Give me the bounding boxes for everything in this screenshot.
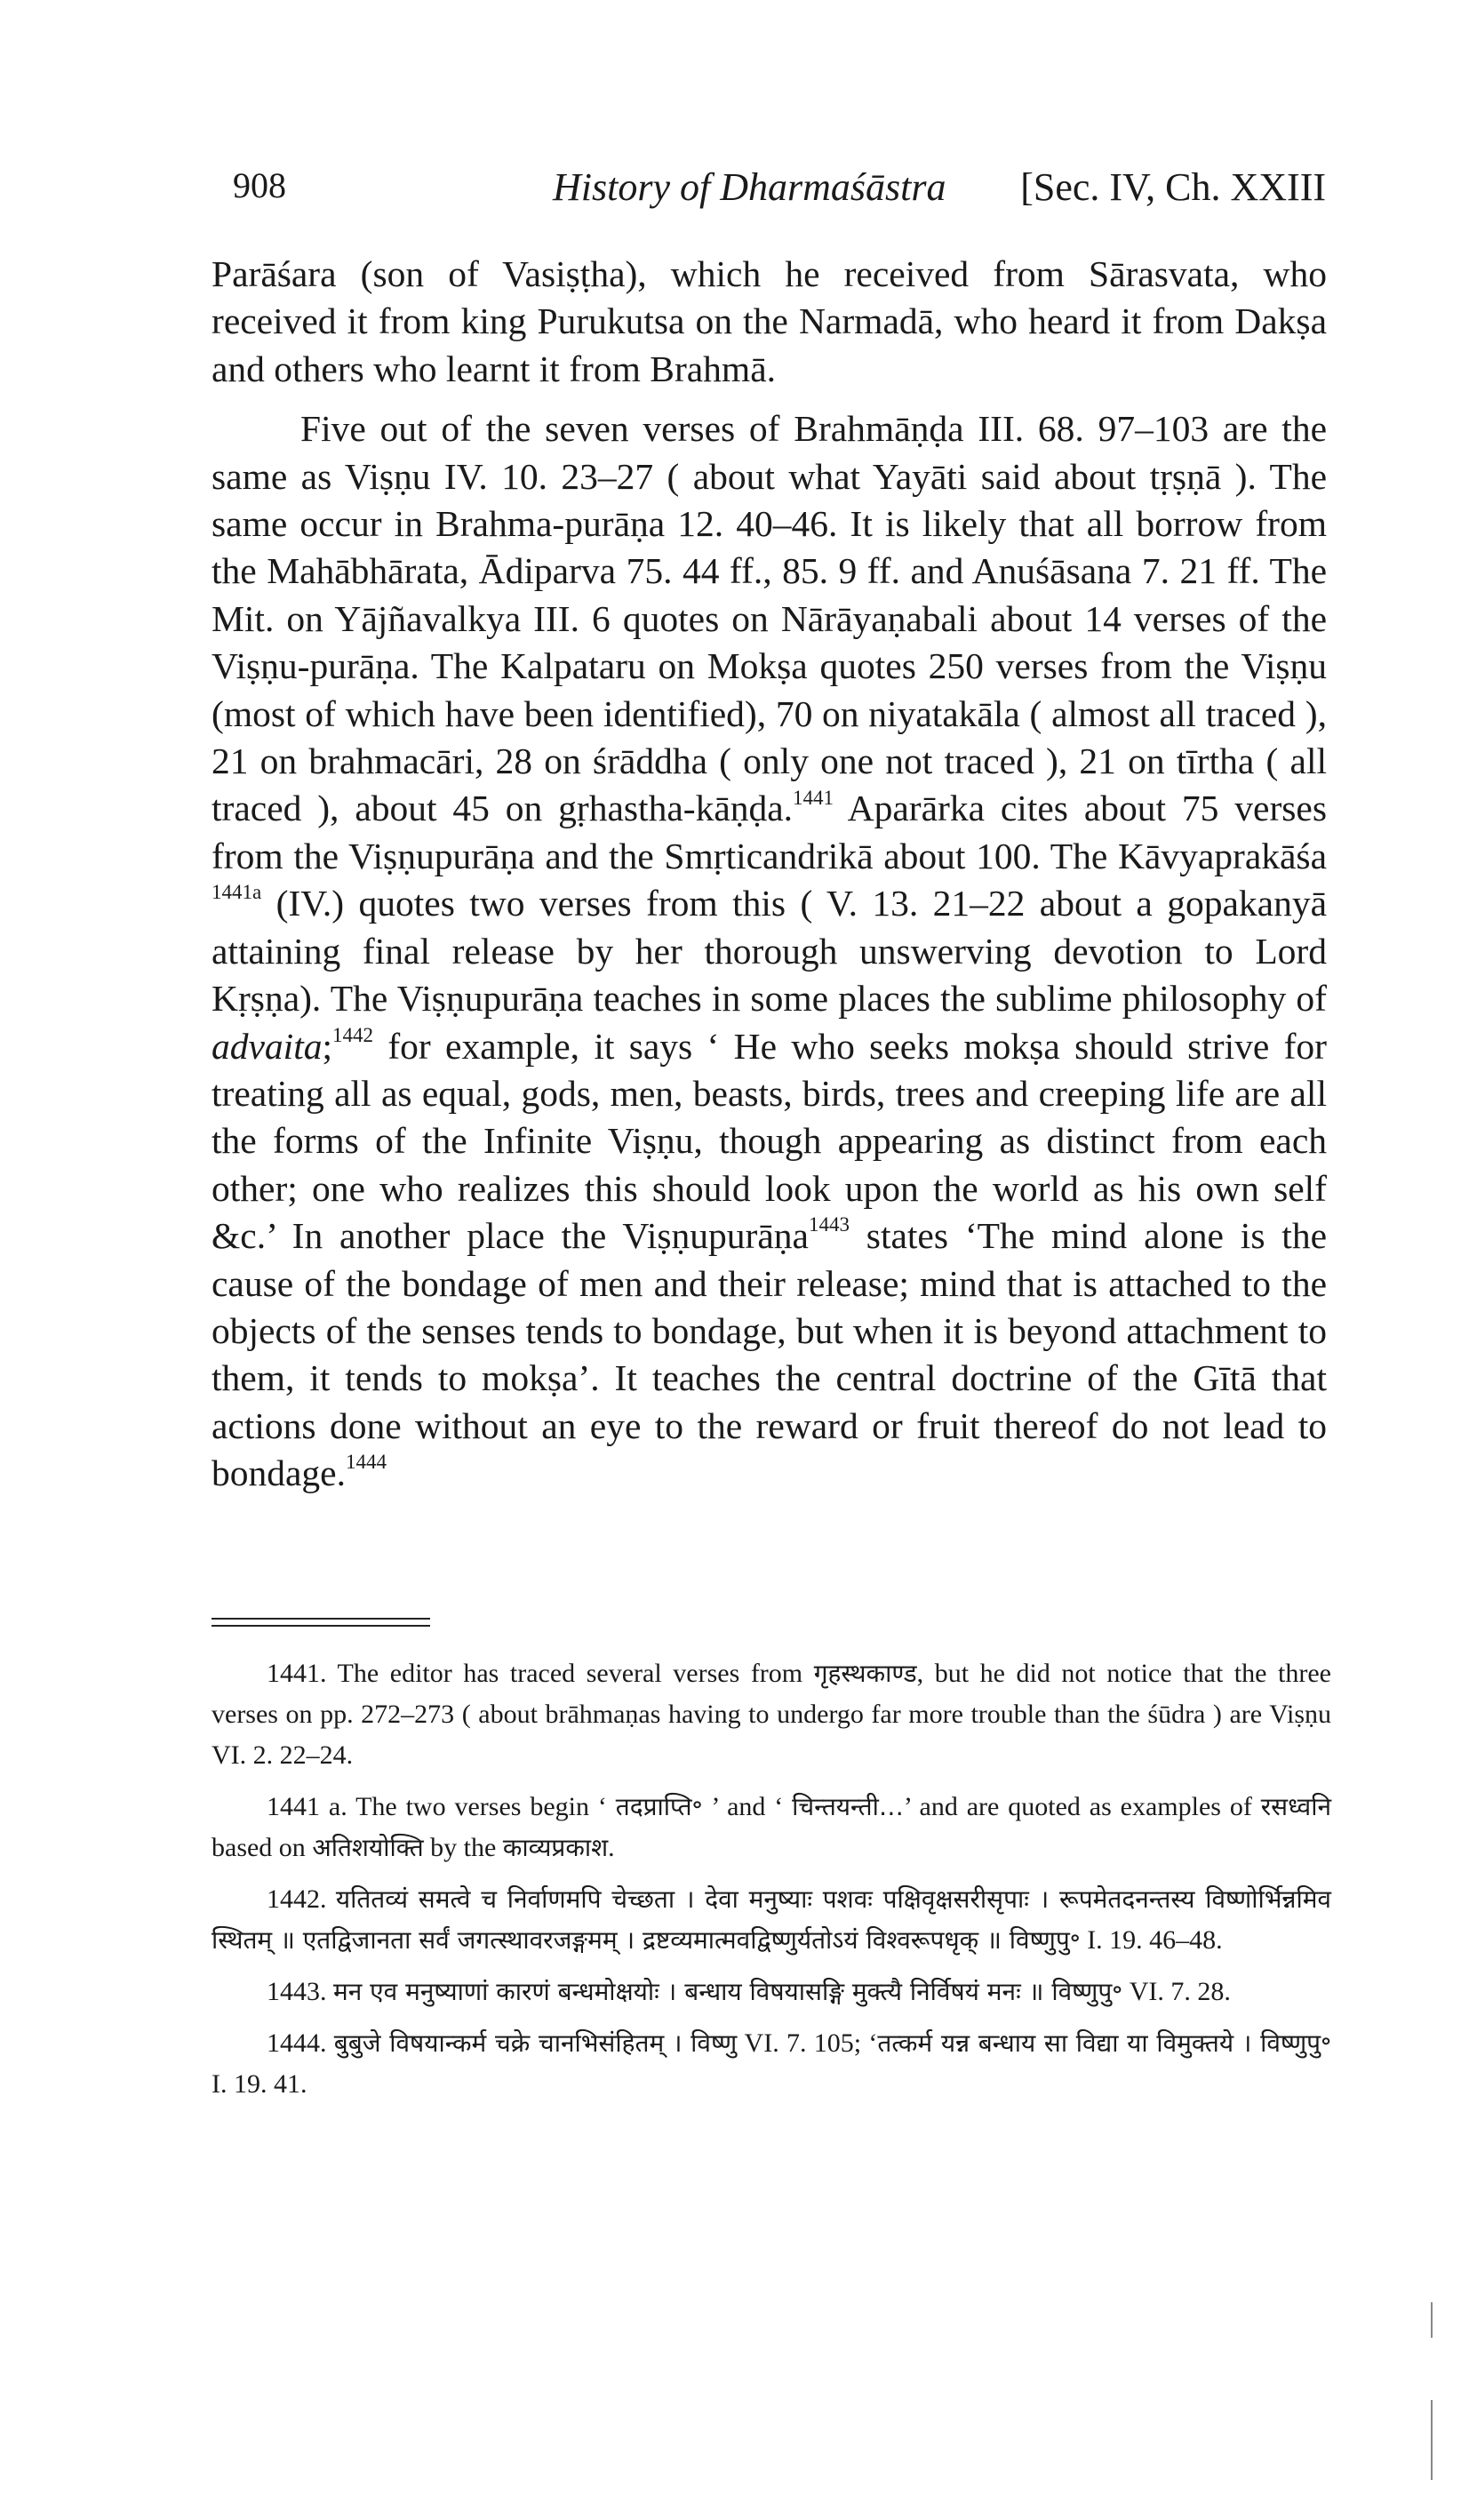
footnote	[212, 1653, 1331, 1776]
footnote-divider	[212, 1625, 430, 1627]
text-segment: ;	[322, 1025, 333, 1067]
footnote-text: based on	[212, 1833, 313, 1862]
footnote-ref: 1441	[793, 786, 834, 809]
text-segment: Aparārka cites about 75 verses from the Viṣṇupurāṇa and the Smṛticandrikā about 100. The Kāvyaprakāśa	[212, 788, 1327, 876]
footnote-text: VI. 7. 28.	[1122, 1977, 1231, 2006]
footnote	[212, 1879, 1331, 1961]
footnotes	[212, 1653, 1331, 2116]
devanagari-text: गृहस्थकाण्ड	[813, 1659, 917, 1688]
paragraph	[212, 405, 1327, 1497]
devanagari-text: चिन्तयन्ती…	[792, 1792, 904, 1821]
scan-margin-mark	[1431, 2400, 1433, 2480]
page-header	[233, 164, 1326, 227]
devanagari-text: तदप्राप्ति॰	[615, 1792, 703, 1821]
footnote-ref: 1443	[808, 1213, 850, 1236]
text-segment: Five out of the seven verses of Brahmāṇḍa III. 68. 97–103 are the same as Viṣṇu IV. 10. 23–27 ( about what Yayāti said about tṛṣṇā ). The same occur in Brahma-purāṇa 12. 40–46. It is likely that all borrow from the Mahābhārata, Ādiparva 75. 44 ff., 85. 9 ff. and Anuśāsana 7. 21 ff. The Mit. on Yājñavalkya III. 6 quotes on Nārāyaṇabali about 14 verses of the Viṣṇu-purāṇa. The Kalpataru on Mokṣa quotes 250 verses from the Viṣṇu (most of which have been identified), 70 on niyatakāla ( almost all traced ), 21 on brahmacāri, 28 on śrāddha ( only one not traced ), 21 on tīrtha ( all traced ), about 45 on gṛhastha-kāṇḍa.	[212, 408, 1327, 829]
page-number: 908	[233, 165, 286, 205]
devanagari-text: तत्कर्म यन्न बन्धाय सा विद्या या विमुक्तये । विष्णुपु॰	[877, 2028, 1332, 2058]
footnote-number: 1444.	[267, 2028, 327, 2058]
footnote-text: ’ and are quoted as examples of	[903, 1792, 1261, 1821]
running-title: History of Dharmaśāstra	[553, 165, 946, 209]
footnote-ref: 1444	[345, 1451, 387, 1474]
footnote-number: 1441 a.	[267, 1792, 347, 1821]
footnote-number: 1443.	[267, 1977, 327, 2006]
text-segment: states ‘The mind alone is the cause of the bondage of men and their release; mind that is attached to the objects of the senses tends to bondage, but when it is beyond attachment to them, it tends to mokṣa’. It teaches the central doctrine of the Gītā that actions done without an eye to the reward or fruit thereof do not lead to bondage.	[212, 1215, 1327, 1494]
devanagari-text: अतिशयोक्ति	[312, 1833, 424, 1862]
devanagari-text: काव्यप्रकाश	[502, 1833, 609, 1862]
section-reference: [Sec. IV, Ch. XXIII	[1020, 165, 1326, 209]
footnote	[212, 2023, 1331, 2105]
footnote-ref: 1441a	[212, 881, 262, 904]
footnote-text: , but he did not notice that the three verses on pp. 272–273 ( about brāhmaṇas having to undergo far more trouble than the śūdra ) are Viṣṇu VI. 2. 22–24.	[212, 1659, 1331, 1770]
devanagari-text: बुबुजे विषयान्कर्म चक्रे चानभिसंहितम् । विष्णु	[333, 2028, 738, 2058]
footnote	[212, 1787, 1331, 1868]
text-segment: for example, it says ‘ He who seeks mokṣa should strive for treating all as equal, gods, men, beasts, birds, trees and creeping life are all the forms of the Infinite Viṣṇu, though appearing as distinct from each other; one who realizes this should look upon the world as his own self &c.’ In another place the Viṣṇupurāṇa	[212, 1025, 1327, 1257]
scan-margin-mark	[1431, 2302, 1433, 2338]
footnote-text: .	[608, 1833, 615, 1862]
footnote-number: 1441.	[267, 1659, 327, 1688]
footnote-ref: 1442	[332, 1023, 374, 1046]
footnote-divider	[212, 1618, 430, 1620]
devanagari-text: मन एव मनुष्याणां कारणं बन्धमोक्षयोः । बन्धाय विषयासङ्गि मुक्त्यै निर्विषयं मनः ॥ विष्णुपु॰	[333, 1977, 1123, 2006]
paragraph: Parāśara (son of Vasiṣṭha), which he received from Sārasvata, who received it from king Purukutsa on the Narmadā, who heard it from Dakṣa and others who learnt it from Brahmā.	[212, 253, 1327, 389]
footnote-text: by the	[423, 1833, 503, 1862]
footnote-text: I. 19. 41.	[212, 2069, 307, 2099]
footnote-text: ’ and ‘	[702, 1792, 793, 1821]
footnote-number: 1442.	[267, 1884, 327, 1914]
footnote-text: VI. 7. 105; ‘	[737, 2028, 878, 2058]
footnote-text: The editor has traced several verses from	[326, 1659, 814, 1688]
footnote	[212, 1972, 1331, 2012]
footnote-text: The two verses begin ‘	[347, 1792, 616, 1821]
main-text	[212, 251, 1327, 1498]
footnote-text: I. 19. 46–48.	[1080, 1925, 1223, 1955]
devanagari-text: यतितव्यं समत्वे च निर्वाणमपि चेच्छता । देवा मनुष्याः पशवः पक्षिवृक्षसरीसृपाः । रूपमेतदनन्तस्य विष्णोर्भिन्नमिव स्थितम् ॥ एतद्विजानता सर्वं जगत्स्थावरजङ्गमम् । द्रष्टव्यमात्मवद्विष्णुर्यतोऽयं विश्वरूपधृक् ॥ विष्णुपु॰	[212, 1884, 1332, 1955]
text-segment: (IV.) quotes two verses from this ( V. 13. 21–22 about a gopakanyā attaining final release by her thorough unswerving devotion to Lord Kṛṣṇa). The Viṣṇupurāṇa teaches in some places the sublime philosophy of	[212, 883, 1327, 1020]
italic-term: advaita	[212, 1025, 323, 1067]
devanagari-text: रसध्वनि	[1260, 1792, 1331, 1821]
